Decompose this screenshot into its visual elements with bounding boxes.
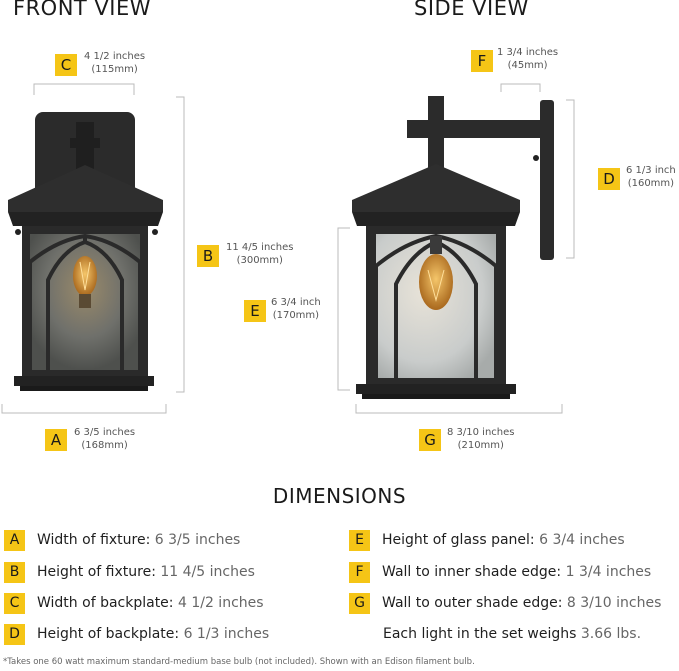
row-f-badge: F <box>349 562 370 583</box>
callout-c-badge: C <box>55 54 77 76</box>
row-c-badge: C <box>4 593 25 614</box>
callout-d-text: 6 1/3 inch (160mm) <box>626 165 676 189</box>
callout-f-badge: F <box>471 50 493 72</box>
callout-e-text: 6 3/4 inch (170mm) <box>271 297 321 321</box>
row-g-badge: G <box>349 593 370 614</box>
weight-row: Each light in the set weighs 3.66 lbs. <box>383 626 642 642</box>
side-view-title: SIDE VIEW <box>414 0 529 20</box>
front-lantern <box>8 112 163 391</box>
callout-g-badge: G <box>419 429 441 451</box>
callout-b-text: 11 4/5 inches (300mm) <box>226 242 294 266</box>
footnote: *Takes one 60 watt maximum standard-medium base bulb (not included). Shown with an Edison filament bulb. <box>3 657 475 667</box>
dimension-row-e: E Height of glass panel: 6 3/4 inches <box>349 528 625 552</box>
dimension-row-d: D Height of backplate: 6 1/3 inches <box>4 622 269 646</box>
callout-g-text: 8 3/10 inches (210mm) <box>447 427 515 451</box>
dimensions-heading: DIMENSIONS <box>272 484 407 508</box>
callout-c-text: 4 1/2 inches (115mm) <box>84 51 146 75</box>
dimension-row-a: A Width of fixture: 6 3/5 inches <box>4 528 240 552</box>
callout-a-badge: A <box>45 429 67 451</box>
callout-b-badge: B <box>197 245 219 267</box>
row-b-badge: B <box>4 562 25 583</box>
dimension-row-b: B Height of fixture: 11 4/5 inches <box>4 560 255 584</box>
callout-e-badge: E <box>244 300 266 322</box>
row-a-badge: A <box>4 530 25 551</box>
dimension-row-f: F Wall to inner shade edge: 1 3/4 inches <box>349 560 651 584</box>
side-lantern <box>352 96 554 399</box>
front-view-title: FRONT VIEW <box>13 0 152 20</box>
dimension-row-c: C Width of backplate: 4 1/2 inches <box>4 591 264 615</box>
callout-d-badge: D <box>598 168 620 190</box>
callout-f-text: 1 3/4 inches (45mm) <box>497 47 559 71</box>
row-d-badge: D <box>4 624 25 645</box>
dimension-row-g: G Wall to outer shade edge: 8 3/10 inches <box>349 591 661 615</box>
row-e-badge: E <box>349 530 370 551</box>
callout-a-text: 6 3/5 inches (168mm) <box>74 427 136 451</box>
